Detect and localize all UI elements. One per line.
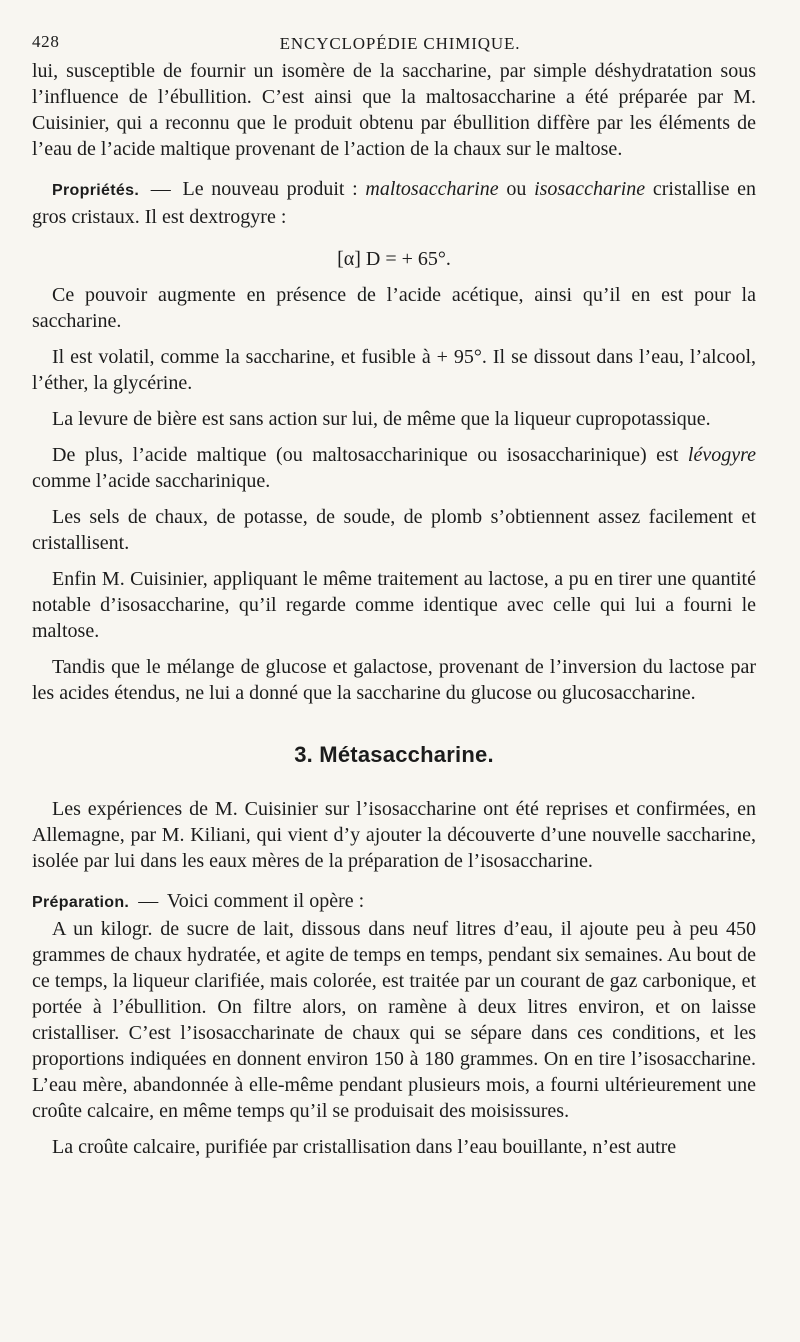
paragraph-mixture: Tandis que le mélange de glucose et galactose, provenant de l’inversion du lactose par les acides étendus, ne lui a donné que la saccharine du glucose ou glucosaccharine. [32,656,756,704]
paragraph-acid [32,442,756,494]
paragraph-kiliani: Les expériences de M. Cuisinier sur l’isosaccharine ont été reprises et confirmées, en Allemagne, par M. Kiliani, qui vient d’y ajouter la découverte d’une nouvelle saccharine, isolée par lui dans les eaux mères de la préparation de l’isosaccharine. [32,798,756,872]
rotation-formula: [α] D = + 65°. [337,248,451,270]
properties-text-after: cristallise en gros cristaux. Il est dextrogyre : [32,178,757,228]
page-header [32,32,768,56]
main-text [32,58,756,1160]
paragraph-lactose: Enfin M. Cuisinier, appliquant le même traitement au lactose, a pu en tirer une quantité notable d’isosaccharine, qu’il regarde comme identique avec celle qui lui a fourni le maltose. [32,568,756,642]
page-number: 428 [32,32,60,51]
preparation-heading [32,888,756,916]
paragraph-intro: lui, susceptible de fournir un isomère de la saccharine, par simple déshydratation sous l’influence de l’ébullition. C’est ainsi que la maltosaccharine a été préparée par M. Cuisinier, qui a reconnu que le produit obtenu par ébullition diffère par les éléments de l’eau de l’acide maltique provenant de l’action de la chaux sur le maltose. [32,60,756,160]
paragraph-preparation-2: La croûte calcaire, purifiée par cristallisation dans l’eau bouillante, n’est autre [52,1136,677,1158]
paragraph-preparation-1: A un kilogr. de sucre de lait, dissous dans neuf litres d’eau, il ajoute peu à peu 450 grammes de chaux hydratée, et agite de temps en temps, pendant six semaines. Au bout de ce temps, la liqueur clarifiée, mais colorée, est traitée par un courant de gaz carbonique, et portée à l’ébullition. On filtre alors, on ramène à deux litres environ, et on laisse cristalliser. C’est l’isosaccharinate de chaux qui se sépare dans ces conditions, et les proportions indiquées en donnent environ 150 à 180 grammes. On en tire l’isosaccharine. L’eau mère, abandonnée à elle-même pendant plusieurs mois, a fourni ultérieurement une croûte calcaire, en même temps qu’il se produisait des moisissures. [32,918,756,1122]
acid-term-levogyre: lévogyre [687,444,756,466]
paragraph-yeast: La levure de bière est sans action sur lui, de même que la liqueur cupropotassique. [52,408,711,430]
preparation-text: Voici comment il opère : [166,890,365,912]
paragraph-volatile: Il est volatil, comme la saccharine, et fusible à + 95°. Il se dissout dans l’eau, l’alcool, l’éther, la glycérine. [32,346,756,394]
spacer [32,162,756,176]
properties-or: ou [506,178,535,200]
running-title: ENCYCLOPÉDIE CHIMIQUE. [279,34,521,53]
properties-term-maltosaccharine: maltosaccharine [365,178,499,200]
acid-text-after: comme l’acide saccharinique. [32,470,271,492]
properties-paragraph [32,176,756,230]
spacer [32,874,756,888]
properties-term-isosaccharine: isosaccharine [534,178,646,200]
properties-dash: — [150,178,171,200]
paragraph-power: Ce pouvoir augmente en présence de l’acide acétique, ainsi qu’il en est pour la saccharine. [32,284,756,332]
properties-text-before: Le nouveau produit : [182,178,366,200]
preparation-dash: — [138,890,159,912]
preparation-label: Préparation. [32,894,130,911]
acid-text-before: De plus, l’acide maltique (ou maltosaccharinique ou isosaccharinique) est [52,444,688,466]
section-title: 3. Métasaccharine. [294,742,494,767]
paragraph-salts: Les sels de chaux, de potasse, de soude, de plomb s’obtiennent assez facilement et cristallisent. [32,506,756,554]
properties-label: Propriétés. [52,182,140,199]
